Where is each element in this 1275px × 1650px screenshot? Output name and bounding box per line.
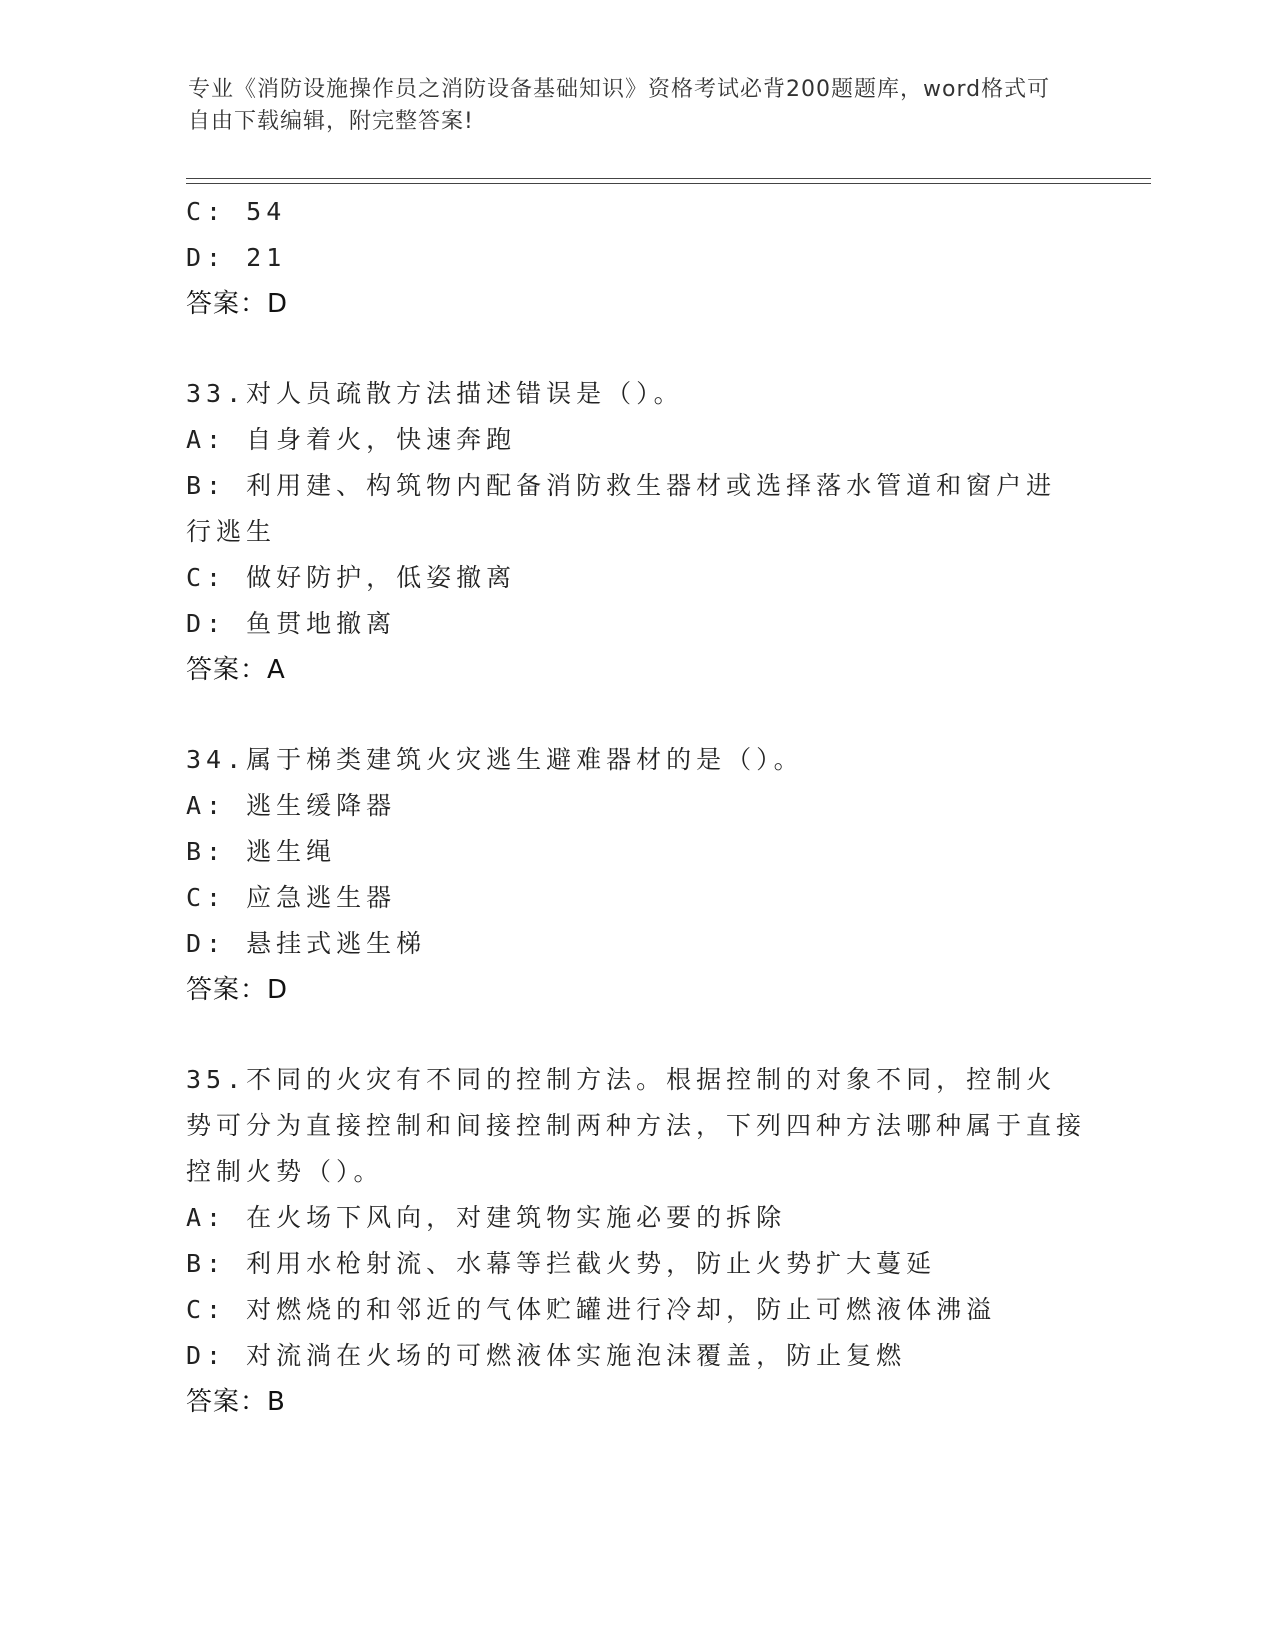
option-a: A: 逃生缓降器 <box>186 791 397 820</box>
header-divider-top <box>186 178 1151 179</box>
header-text: 专业《消防设施操作员之消防设备基础知识》资格考试必背200题题库，word格式可自由下载编辑，附完整答案! <box>188 77 1051 134</box>
question-stem: 34.属于梯类建筑火灾逃生避难器材的是（）。 <box>186 745 804 774</box>
spacer <box>186 1013 1086 1057</box>
option-d: D: 悬挂式逃生梯 <box>186 929 427 958</box>
option-c: C: 54 <box>186 197 287 226</box>
option-c: C: 对燃烧的和邻近的气体贮罐进行冷却，防止可燃液体沸溢 <box>186 1295 997 1324</box>
option-a: A: 在火场下风向，对建筑物实施必要的拆除 <box>186 1203 787 1232</box>
question-35 <box>186 1057 1086 1425</box>
option-d: D: 鱼贯地撤离 <box>186 609 397 638</box>
answer-line: 答案：D <box>186 289 289 319</box>
document-header <box>188 74 1068 138</box>
option-c: C: 应急逃生器 <box>186 883 397 912</box>
option-b: B: 利用建、构筑物内配备消防救生器材或选择落水管道和窗户进行逃生 <box>186 471 1057 546</box>
option-b: B: 逃生绳 <box>186 837 337 866</box>
document-body <box>186 189 1086 1425</box>
answer-line: 答案：D <box>186 975 289 1005</box>
question-34 <box>186 737 1086 1013</box>
question-stem: 35.不同的火灾有不同的控制方法。根据控制的对象不同，控制火势可分为直接控制和间接控制两种方法，下列四种方法哪种属于直接控制火势（）。 <box>186 1065 1087 1186</box>
question-32-tail <box>186 189 1086 327</box>
option-d: D: 21 <box>186 243 287 272</box>
answer-line: 答案：B <box>186 1387 286 1417</box>
option-c: C: 做好防护，低姿撤离 <box>186 563 517 592</box>
option-b: B: 利用水枪射流、水幕等拦截火势，防止火势扩大蔓延 <box>186 1249 937 1278</box>
spacer <box>186 693 1086 737</box>
answer-line: 答案：A <box>186 655 286 685</box>
question-stem: 33.对人员疏散方法描述错误是（）。 <box>186 379 684 408</box>
spacer <box>186 327 1086 371</box>
option-d: D: 对流淌在火场的可燃液体实施泡沫覆盖，防止复燃 <box>186 1341 907 1370</box>
header-divider-bottom <box>186 183 1151 184</box>
question-33 <box>186 371 1086 693</box>
option-a: A: 自身着火，快速奔跑 <box>186 425 517 454</box>
